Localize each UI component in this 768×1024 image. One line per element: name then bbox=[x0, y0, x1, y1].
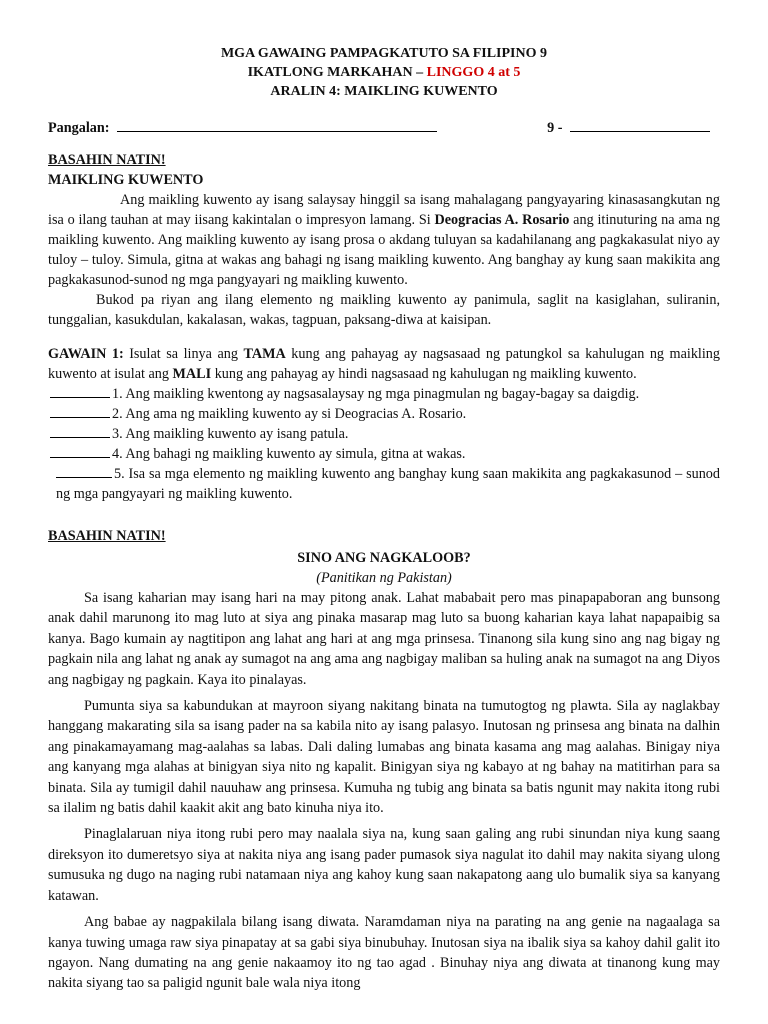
gawain-mali: MALI bbox=[172, 366, 212, 382]
name-blank-line[interactable] bbox=[117, 117, 437, 132]
worksheet-page bbox=[48, 44, 720, 994]
gawain-item-5 bbox=[56, 464, 720, 504]
section1-heading: BASAHIN NATIN! bbox=[48, 152, 166, 168]
header-line1: MGA GAWAING PAMPAGKATUTO SA FILIPINO 9 bbox=[220, 46, 548, 61]
answer-blank-2[interactable] bbox=[50, 405, 110, 418]
gawain-item-1-text: 1. Ang maikling kwentong ay nagsasalaysay ng mga pinagmulan ng bagay-bagay sa daigdig. bbox=[112, 386, 640, 402]
story-paragraph-3: Pinaglalaruan niya itong rubi pero may naalala siya na, kung saan galing ang rubi sinundan niya kung saang direksyon ito dumeretsyo siya at nakita niya ang isang pader pumasok siya nagulat ito dahil may nakita siyang ulong sumusuka ng dugo na naging rubi natamaan niya ang kahoy kung saan nakapatong aang ulo bumalik siya sa kanyang katawan. bbox=[48, 826, 720, 904]
story-subtitle: (Panitikan ng Pakistan) bbox=[316, 570, 452, 586]
section1-subheading: MAIKLING KUWENTO bbox=[48, 172, 204, 188]
answer-blank-1[interactable] bbox=[50, 385, 110, 398]
section2-heading: BASAHIN NATIN! bbox=[48, 528, 166, 544]
header-line3: ARALIN 4: MAIKLING KUWENTO bbox=[270, 84, 498, 99]
section1-paragraph1 bbox=[48, 190, 720, 290]
section-label: 9 - bbox=[547, 120, 563, 136]
gawain-item-1 bbox=[50, 384, 720, 404]
answer-blank-5[interactable] bbox=[56, 465, 112, 478]
section1-paragraph2: Bukod pa riyan ang ilang elemento ng maikling kuwento ay panimula, saglit na kasiglahan, suliranin, tunggalian, kasukdulan, kakalasan, wakas, tagpuan, paksang-diwa at kaisipan. bbox=[48, 292, 720, 328]
story-title: SINO ANG NAGKALOOB? bbox=[297, 550, 471, 566]
p1-text-a: Ang maikling kuwento ay isang salaysay hinggil sa isang mahalagang pangyayaring kinasasangkutan ng isa o ilang tauhan at may iisang kakintalan o impresyon lamang. Si bbox=[48, 192, 720, 228]
gawain-item-3-text: 3. Ang maikling kuwento ay isang patula. bbox=[112, 426, 349, 442]
section-field[interactable] bbox=[547, 117, 710, 138]
gawain-item-3 bbox=[50, 424, 720, 444]
answer-blank-4[interactable] bbox=[50, 445, 110, 458]
story-body bbox=[48, 588, 720, 994]
gawain-item-2-text: 2. Ang ama ng maikling kuwento ay si Deogracias A. Rosario. bbox=[112, 406, 467, 422]
gawain-text1: Isulat sa linya ang bbox=[123, 346, 244, 362]
gawain-item-4 bbox=[50, 444, 720, 464]
header-line2-week: LINGGO 4 at 5 bbox=[426, 65, 521, 80]
answer-blank-3[interactable] bbox=[50, 425, 110, 438]
name-field[interactable] bbox=[48, 117, 437, 138]
p1-bold-name: Deogracias A. Rosario bbox=[434, 212, 570, 228]
story-paragraph-1: Sa isang kaharian may isang hari na may pitong anak. Lahat mababait pero mas pinapapaboran ang bunsong anak dahil marunong ito mag luto at siya ang pinaka masarap mag luto sa buong kaharian kaya lahat napapaibig sa kanya. Bago kumain ay nagtitipon ang lahat ang hari at ang mga prinsesa. Tinanong sila kung sino ang nag bigay ng pagkain nila ang lahat ng anak ay sumagot na ang ama ang nagbigay maliban sa huling anak na sumagot na ang Diyos ang nagbigay ng pagkain. Kaya ito pinalayas. bbox=[48, 590, 720, 688]
gawain-text3: kung ang pahayag ay hindi nagsasaad ng kahulugan ng maikling kuwento. bbox=[211, 366, 637, 382]
p1-text-b: ang itinuturing na ama ng maikling kuwento. Ang maikling kuwento ay isang prosa o akdang tuluyan sa kadahilanang ang pagkakasulat niyo ay tuloy – tuloy. Simula, gitna at wakas ang bahagi ng isang maikling kuwento. Ang banghay ay kung saan makikita ang pagkakasunod-sunod ng mga pangyayari ng maikling kuwento. bbox=[48, 212, 720, 288]
gawain-item-4-text: 4. Ang bahagi ng maikling kuwento ay simula, gitna at wakas. bbox=[112, 446, 466, 462]
name-label: Pangalan: bbox=[48, 120, 110, 136]
gawain-text2: kung ang pahayag ay nagsasaad ng patungkol sa kahulugan ng maikling kuwento at isulat ang bbox=[48, 346, 720, 382]
gawain-tama: TAMA bbox=[243, 346, 286, 362]
name-row bbox=[48, 117, 720, 138]
gawain-item-2 bbox=[50, 404, 720, 424]
gawain-item-5-text: 5. Isa sa mga elemento ng maikling kuwento ang banghay kung saan makikita ang pagkakasunod – sunod ng mga pangyayari ng maikling kuwento. bbox=[56, 466, 720, 502]
story-paragraph-4: Ang babae ay nagpakilala bilang isang diwata. Naramdaman niya na parating na ang genie na nagaalaga sa kanya tuwing umaga raw siya pinapatay at sa gabi siya binubuhay. Inutosan siya na ibalik siya sa kahoy dahil galit ito ngayon. Nang dumating na ang genie nakaamoy ito ng tao agad . Binuhay niya ang diwata at tinanong kung may nakita siyang tao sa paligid ngunit bale wala niya itong bbox=[48, 914, 720, 992]
header-line2 bbox=[48, 63, 720, 82]
header bbox=[48, 44, 720, 101]
gawain-instructions bbox=[48, 344, 720, 384]
story-paragraph-2: Pumunta siya sa kabundukan at mayroon siyang nakitang binata na tumutogtog ng plawta. Sila ay naglakbay hanggang makarating sila sa isang pader na sa kabila nito ay isang palasyo. Inutosan ng prinsesa ang binata na dalhin ang pinakamayamang mag-aalahas sa labas. Dali daling lumabas ang binata kasama ang mag aalahas. Binigay niya ang kanyang mga alahas at binigyan siya nito ng kapalit. Binigyan siya ng kabayo at ng bahay na matitirhan para sa binata. Sila ay tumigil dahil nauuhaw ang prinsesa. Kumuha ng tubig ang binata sa batis ngunit may nakita itong rubi sa ilalim ng batis dahil kaakit akit ang bato kinuha niya ito. bbox=[48, 698, 720, 817]
gawain-label: GAWAIN 1: bbox=[48, 346, 124, 362]
section-blank-line[interactable] bbox=[570, 117, 710, 132]
header-line2-prefix: IKATLONG MARKAHAN – bbox=[247, 65, 427, 80]
